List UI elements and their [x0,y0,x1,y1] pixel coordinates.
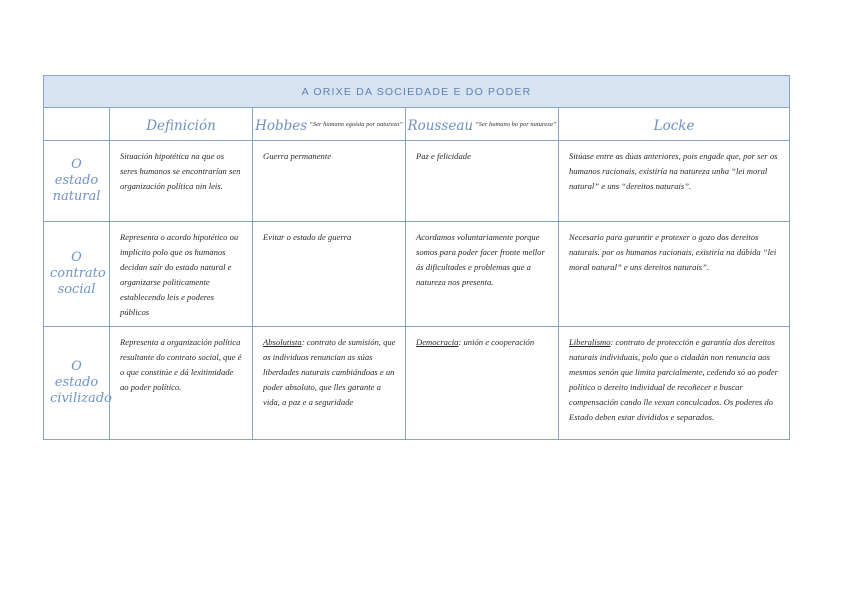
header-definicion [110,108,253,141]
table-title: A ORIXE DA SOCIEDADE E DO PODER [44,76,790,108]
cell-definicion: Situación hipotética na que os seres humanos se encontrarían sen organización política nin leis. [110,141,253,222]
cell-locke: Necesario para garantir e protexer o gozo dos dereitos naturais. por os humanos racionais, existiría na dúbida “lei moral natural” e uns dereitos naturais”. [559,222,790,327]
corner-cell [44,108,110,141]
header-rousseau-note: “Ser humano bo por natureza” [475,120,557,128]
table-row [44,141,790,222]
table-row [44,327,790,440]
cell-rousseau: Acordamos voluntariamente porque somos para poder facer fronte mellor ás dificultades e problemas que a natureza nos presenta. [406,222,559,327]
cell-text: : contrato de sumisión, que os individuos renuncian as súas liberdades naturais cambiándoas e un poder absoluto, que lles garante a vida, a paz e a seguridade [263,337,396,408]
cell-rousseau: Paz e felicidade [406,141,559,222]
comparison-table [43,75,790,440]
header-hobbes-note: “Ser humano egoísta por natureza” [309,120,403,128]
cell-definicion: Representa o acordo hipotético ou implícito polo que os humanos decidan saír do estado natural e organizarse politicamente establecendo leis e poderes públicos [110,222,253,327]
row-label-contrato-social: O contrato social [44,222,110,327]
header-rousseau-label: Rousseau [407,117,474,134]
header-locke [559,108,790,141]
cell-text: : unión e cooperación [458,337,535,348]
cell-term: Liberalismo [569,337,611,348]
cell-rousseau [406,327,559,440]
cell-text: : contrato de protección e garantía dos dereitos naturais individuais, polo que o cidadán non renuncia aos mesmos senón que limita parcialmente, cedendo só ao poder político o dereito individual de recoñecer e buscar compensación cando lle vexan conculcados. Os poderes do Estado deben estar divididos e separados. [569,337,778,423]
header-hobbes-label: Hobbes [255,117,308,134]
cell-hobbes [253,327,406,440]
table-row [44,222,790,327]
header-hobbes [253,108,406,141]
cell-term: Democracia [416,337,459,348]
row-label-estado-civilizado: O estado civilizado [44,327,110,440]
header-rousseau [406,108,559,141]
header-definicion-label: Definición [146,117,216,134]
cell-locke: Sitúase entre as dúas anteriores, pois engade que, por ser os humanos racionais, existiría na natureza unha “lei moral natural” e uns “dereitos naturais”. [559,141,790,222]
cell-term: Absolutista [263,337,302,348]
row-label-estado-natural: O estado natural [44,141,110,222]
header-locke-label: Locke [653,117,695,134]
cell-hobbes: Guerra permanente [253,141,406,222]
cell-locke [559,327,790,440]
origin-of-society-table [43,75,789,440]
cell-hobbes: Evitar o estado de guerra [253,222,406,327]
cell-definicion: Representa a organización política resultante do contrato social, que é o que constitúe e dá lexitimidade ao poder político. [110,327,253,440]
